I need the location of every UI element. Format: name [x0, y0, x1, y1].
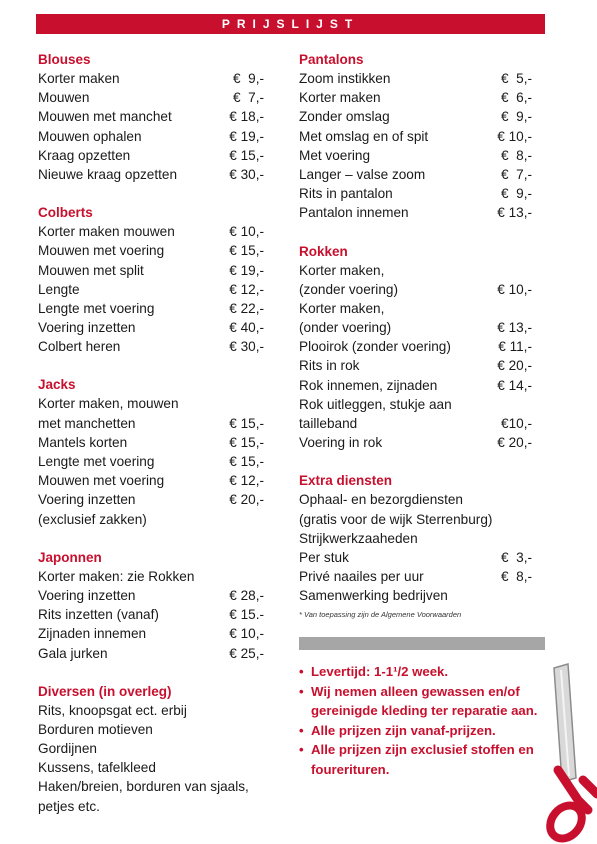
- section-heading: Pantalons: [299, 52, 364, 67]
- price-row: [299, 184, 532, 203]
- service-name: Met voering: [299, 147, 371, 163]
- price-row: [299, 127, 532, 146]
- service-price: € 6,-: [501, 90, 532, 106]
- price-row: [299, 548, 532, 567]
- service-price: € 20,-: [497, 358, 532, 374]
- service-name: (zonder voering): [299, 281, 398, 297]
- note-item: [299, 662, 549, 682]
- service-price: € 14,-: [497, 377, 532, 393]
- price-column-left: [38, 50, 264, 816]
- price-row: [38, 222, 264, 241]
- service-price: € 15,-: [229, 243, 264, 259]
- price-row: [38, 107, 264, 126]
- price-row: [38, 471, 264, 490]
- section-jacks: [38, 375, 264, 528]
- service-name: Kussens, tafelkleed: [38, 760, 156, 776]
- service-price: € 11,-: [498, 339, 532, 355]
- service-name: Kraag opzetten: [38, 147, 131, 163]
- service-name: Korter maken: zie Rokken: [38, 568, 195, 584]
- service-name: Lengte: [38, 281, 80, 297]
- price-row: [299, 567, 532, 586]
- price-row: [38, 624, 264, 643]
- service-name: Privé naailes per uur: [299, 569, 424, 585]
- notes-list: [299, 662, 549, 779]
- price-row: [299, 337, 532, 356]
- note-text: Levertijd: 1-1¹/2 week.: [311, 664, 449, 679]
- bullet-dot-icon: •: [299, 683, 304, 699]
- bullet-dot-icon: •: [299, 664, 304, 679]
- scissors-icon: [528, 660, 597, 844]
- service-name: Samenwerking bedrijven: [299, 588, 448, 604]
- price-row: [38, 146, 264, 165]
- service-price: € 12,-: [229, 473, 264, 489]
- price-row: [38, 337, 264, 356]
- service-name: Korter maken: [299, 90, 381, 106]
- price-row: [38, 490, 264, 509]
- service-name: Voering in rok: [299, 435, 383, 451]
- service-name: Langer – valse zoom: [299, 166, 426, 182]
- price-row: [38, 280, 264, 299]
- service-name: Rits, knoopsgat ect. erbij: [38, 702, 187, 718]
- service-price: € 15,-: [229, 147, 264, 163]
- price-row: [38, 510, 264, 529]
- service-name: Mouwen met manchet: [38, 109, 172, 125]
- service-price: € 20,-: [229, 492, 264, 508]
- service-name: (exclusief zakken): [38, 511, 147, 527]
- service-name: Met omslag en of spit: [299, 128, 429, 144]
- section-blouses: [38, 50, 264, 184]
- note-text: Alle prijzen zijn vanaf-prijzen.: [311, 722, 496, 738]
- section-heading: Rokken: [299, 243, 348, 259]
- service-name: Borduren motieven: [38, 721, 153, 737]
- price-row: [38, 758, 264, 777]
- service-name: Plooirok (zonder voering): [299, 339, 451, 355]
- service-name: Ophaal- en bezorgdiensten: [299, 492, 463, 508]
- service-name: Zonder omslag: [299, 109, 390, 125]
- page-title: PRIJSLIJST: [36, 14, 545, 34]
- service-price: € 19,-: [229, 262, 264, 278]
- service-price: € 7,-: [501, 166, 532, 182]
- service-name: Lengte met voering: [38, 300, 155, 316]
- service-price: € 30,-: [229, 166, 264, 182]
- service-price: € 22,-: [229, 300, 264, 316]
- service-name: Colbert heren: [38, 339, 121, 355]
- price-row: [38, 644, 264, 663]
- service-price: € 5,-: [501, 71, 532, 86]
- service-name: Haken/breien, borduren van sjaals,: [38, 779, 249, 795]
- note-item: [299, 721, 549, 741]
- service-price: € 15,-: [229, 415, 264, 431]
- service-name: Korter maken, mouwen: [38, 396, 179, 412]
- price-row: [38, 720, 264, 739]
- note-text: Wij nemen alleen gewassen en/of gereinigde kleding ter reparatie aan.: [311, 683, 538, 718]
- price-row: [299, 69, 532, 88]
- service-name: Korter maken,: [299, 262, 385, 278]
- price-row: [299, 529, 532, 548]
- service-price: € 30,-: [229, 339, 264, 355]
- service-price: € 9,-: [501, 186, 532, 202]
- price-row: [299, 356, 532, 375]
- price-row: [299, 261, 532, 280]
- bullet-dot-icon: •: [299, 722, 304, 738]
- price-row: [299, 376, 532, 395]
- note-text: Alle prijzen zijn exclusief stoffen en fourerituren.: [311, 742, 534, 777]
- section-spacer: [38, 529, 264, 548]
- service-price: € 8,-: [501, 147, 532, 163]
- price-row: [299, 165, 532, 184]
- price-row: [38, 69, 264, 88]
- price-row: [38, 701, 264, 720]
- service-name: Lengte met voering: [38, 454, 155, 469]
- service-price: € 10,-: [497, 281, 532, 297]
- service-price: € 25,-: [229, 645, 264, 661]
- bullet-dot-icon: •: [299, 742, 304, 757]
- section-spacer: [38, 663, 264, 682]
- service-name: Korter maken: [38, 71, 120, 86]
- service-name: (onder voering): [299, 320, 392, 336]
- section-heading: Extra diensten: [299, 473, 393, 489]
- service-name: Rits inzetten (vanaf): [38, 607, 159, 623]
- section-heading: Diversen (in overleg): [38, 683, 172, 699]
- section-heading: Jacks: [38, 377, 76, 393]
- service-price: € 19,-: [229, 128, 264, 144]
- service-name: (gratis voor de wijk Sterrenburg): [299, 511, 493, 527]
- service-price: € 10,-: [229, 224, 264, 240]
- service-name: Mouwen ophalen: [38, 128, 142, 144]
- service-price: € 7,-: [233, 90, 264, 106]
- note-item: [299, 682, 549, 721]
- footnote: * Van toepassing zijn de Algemene Voorwaarden: [299, 609, 462, 619]
- service-name: Voering inzetten: [38, 492, 136, 508]
- price-row: [38, 394, 264, 413]
- service-name: met manchetten: [38, 415, 136, 431]
- price-row: [38, 586, 264, 605]
- price-row: [299, 433, 532, 452]
- service-price: € 12,-: [229, 281, 264, 297]
- service-price: € 18,-: [229, 109, 264, 125]
- service-price: € 10,-: [497, 128, 532, 144]
- service-name: Korter maken,: [299, 300, 385, 316]
- service-price: € 15,-: [229, 434, 264, 450]
- service-price: € 10,-: [229, 626, 264, 642]
- service-name: Korter maken mouwen: [38, 224, 175, 240]
- service-name: Zijnaden innemen: [38, 626, 147, 642]
- service-name: Strijkwerkzaaheden: [299, 530, 418, 546]
- service-price: € 8,-: [501, 569, 532, 585]
- price-row: [38, 433, 264, 452]
- service-price: € 3,-: [501, 549, 532, 565]
- price-row: [299, 490, 532, 509]
- service-name: Mouwen: [38, 90, 90, 106]
- section-spacer: [299, 452, 532, 471]
- service-name: Nieuwe kraag opzetten: [38, 166, 178, 182]
- price-row: [299, 107, 532, 126]
- service-name: Rok innemen, zijnaden: [299, 377, 438, 393]
- price-row: [38, 739, 264, 758]
- section-spacer: [38, 356, 264, 375]
- service-name: tailleband: [299, 416, 358, 431]
- section-rokken: [299, 242, 532, 453]
- service-price: € 9,-: [233, 71, 264, 86]
- service-price: € 13,-: [497, 320, 532, 336]
- service-name: Rits in rok: [299, 358, 360, 374]
- divider-bar: [299, 637, 545, 650]
- price-row: [299, 586, 532, 605]
- service-name: Voering inzetten: [38, 320, 136, 336]
- service-name: Voering inzetten: [38, 587, 136, 603]
- section-heading: Blouses: [38, 52, 91, 67]
- price-row: [299, 414, 532, 433]
- section-heading: Japonnen: [38, 549, 102, 565]
- section-japonnen: [38, 548, 264, 663]
- service-name: Pantalon innemen: [299, 205, 409, 221]
- service-name: Mouwen met split: [38, 262, 144, 278]
- section-spacer: [299, 223, 532, 242]
- price-row: [299, 318, 532, 337]
- service-price: € 28,-: [229, 587, 264, 603]
- section-extra-diensten: [299, 471, 532, 605]
- price-row: [299, 146, 532, 165]
- section-heading: Colberts: [38, 205, 93, 221]
- price-row: [38, 452, 264, 471]
- service-name: Gala jurken: [38, 645, 108, 661]
- section-pantalons: [299, 50, 532, 223]
- service-name: Per stuk: [299, 549, 349, 565]
- price-row: [38, 777, 264, 796]
- price-row: [38, 261, 264, 280]
- service-price: € 15.-: [229, 607, 264, 623]
- price-row: [299, 299, 532, 318]
- service-name: Gordijnen: [38, 741, 97, 757]
- service-name: Mouwen met voering: [38, 243, 165, 259]
- service-price: € 40,-: [229, 320, 264, 336]
- service-price: €10,-: [501, 416, 532, 431]
- service-name: petjes etc.: [38, 798, 100, 814]
- price-row: [38, 567, 264, 586]
- service-name: Rok uitleggen, stukje aan: [299, 396, 452, 412]
- price-row: [38, 299, 264, 318]
- price-row: [38, 127, 264, 146]
- price-row: [38, 318, 264, 337]
- price-row: [38, 605, 264, 624]
- service-name: Mouwen met voering: [38, 473, 165, 489]
- section-diversen-in-overleg: [38, 682, 264, 816]
- service-name: Zoom instikken: [299, 71, 391, 86]
- price-row: [299, 88, 532, 107]
- section-spacer: [38, 184, 264, 203]
- price-row: [38, 414, 264, 433]
- price-row: [299, 280, 532, 299]
- price-row: [299, 395, 532, 414]
- service-name: Rits in pantalon: [299, 186, 393, 202]
- note-item: [299, 740, 549, 779]
- price-row: [38, 797, 264, 816]
- service-price: € 15,-: [229, 454, 264, 469]
- service-price: € 9,-: [501, 109, 532, 125]
- service-price: € 20,-: [497, 435, 532, 451]
- price-row: [299, 510, 532, 529]
- price-row: [38, 241, 264, 260]
- price-column-right: [299, 50, 532, 622]
- price-row: [38, 88, 264, 107]
- price-row: [38, 165, 264, 184]
- service-name: Mantels korten: [38, 434, 128, 450]
- service-price: € 13,-: [497, 205, 532, 221]
- section-colberts: [38, 203, 264, 356]
- price-row: [299, 203, 532, 222]
